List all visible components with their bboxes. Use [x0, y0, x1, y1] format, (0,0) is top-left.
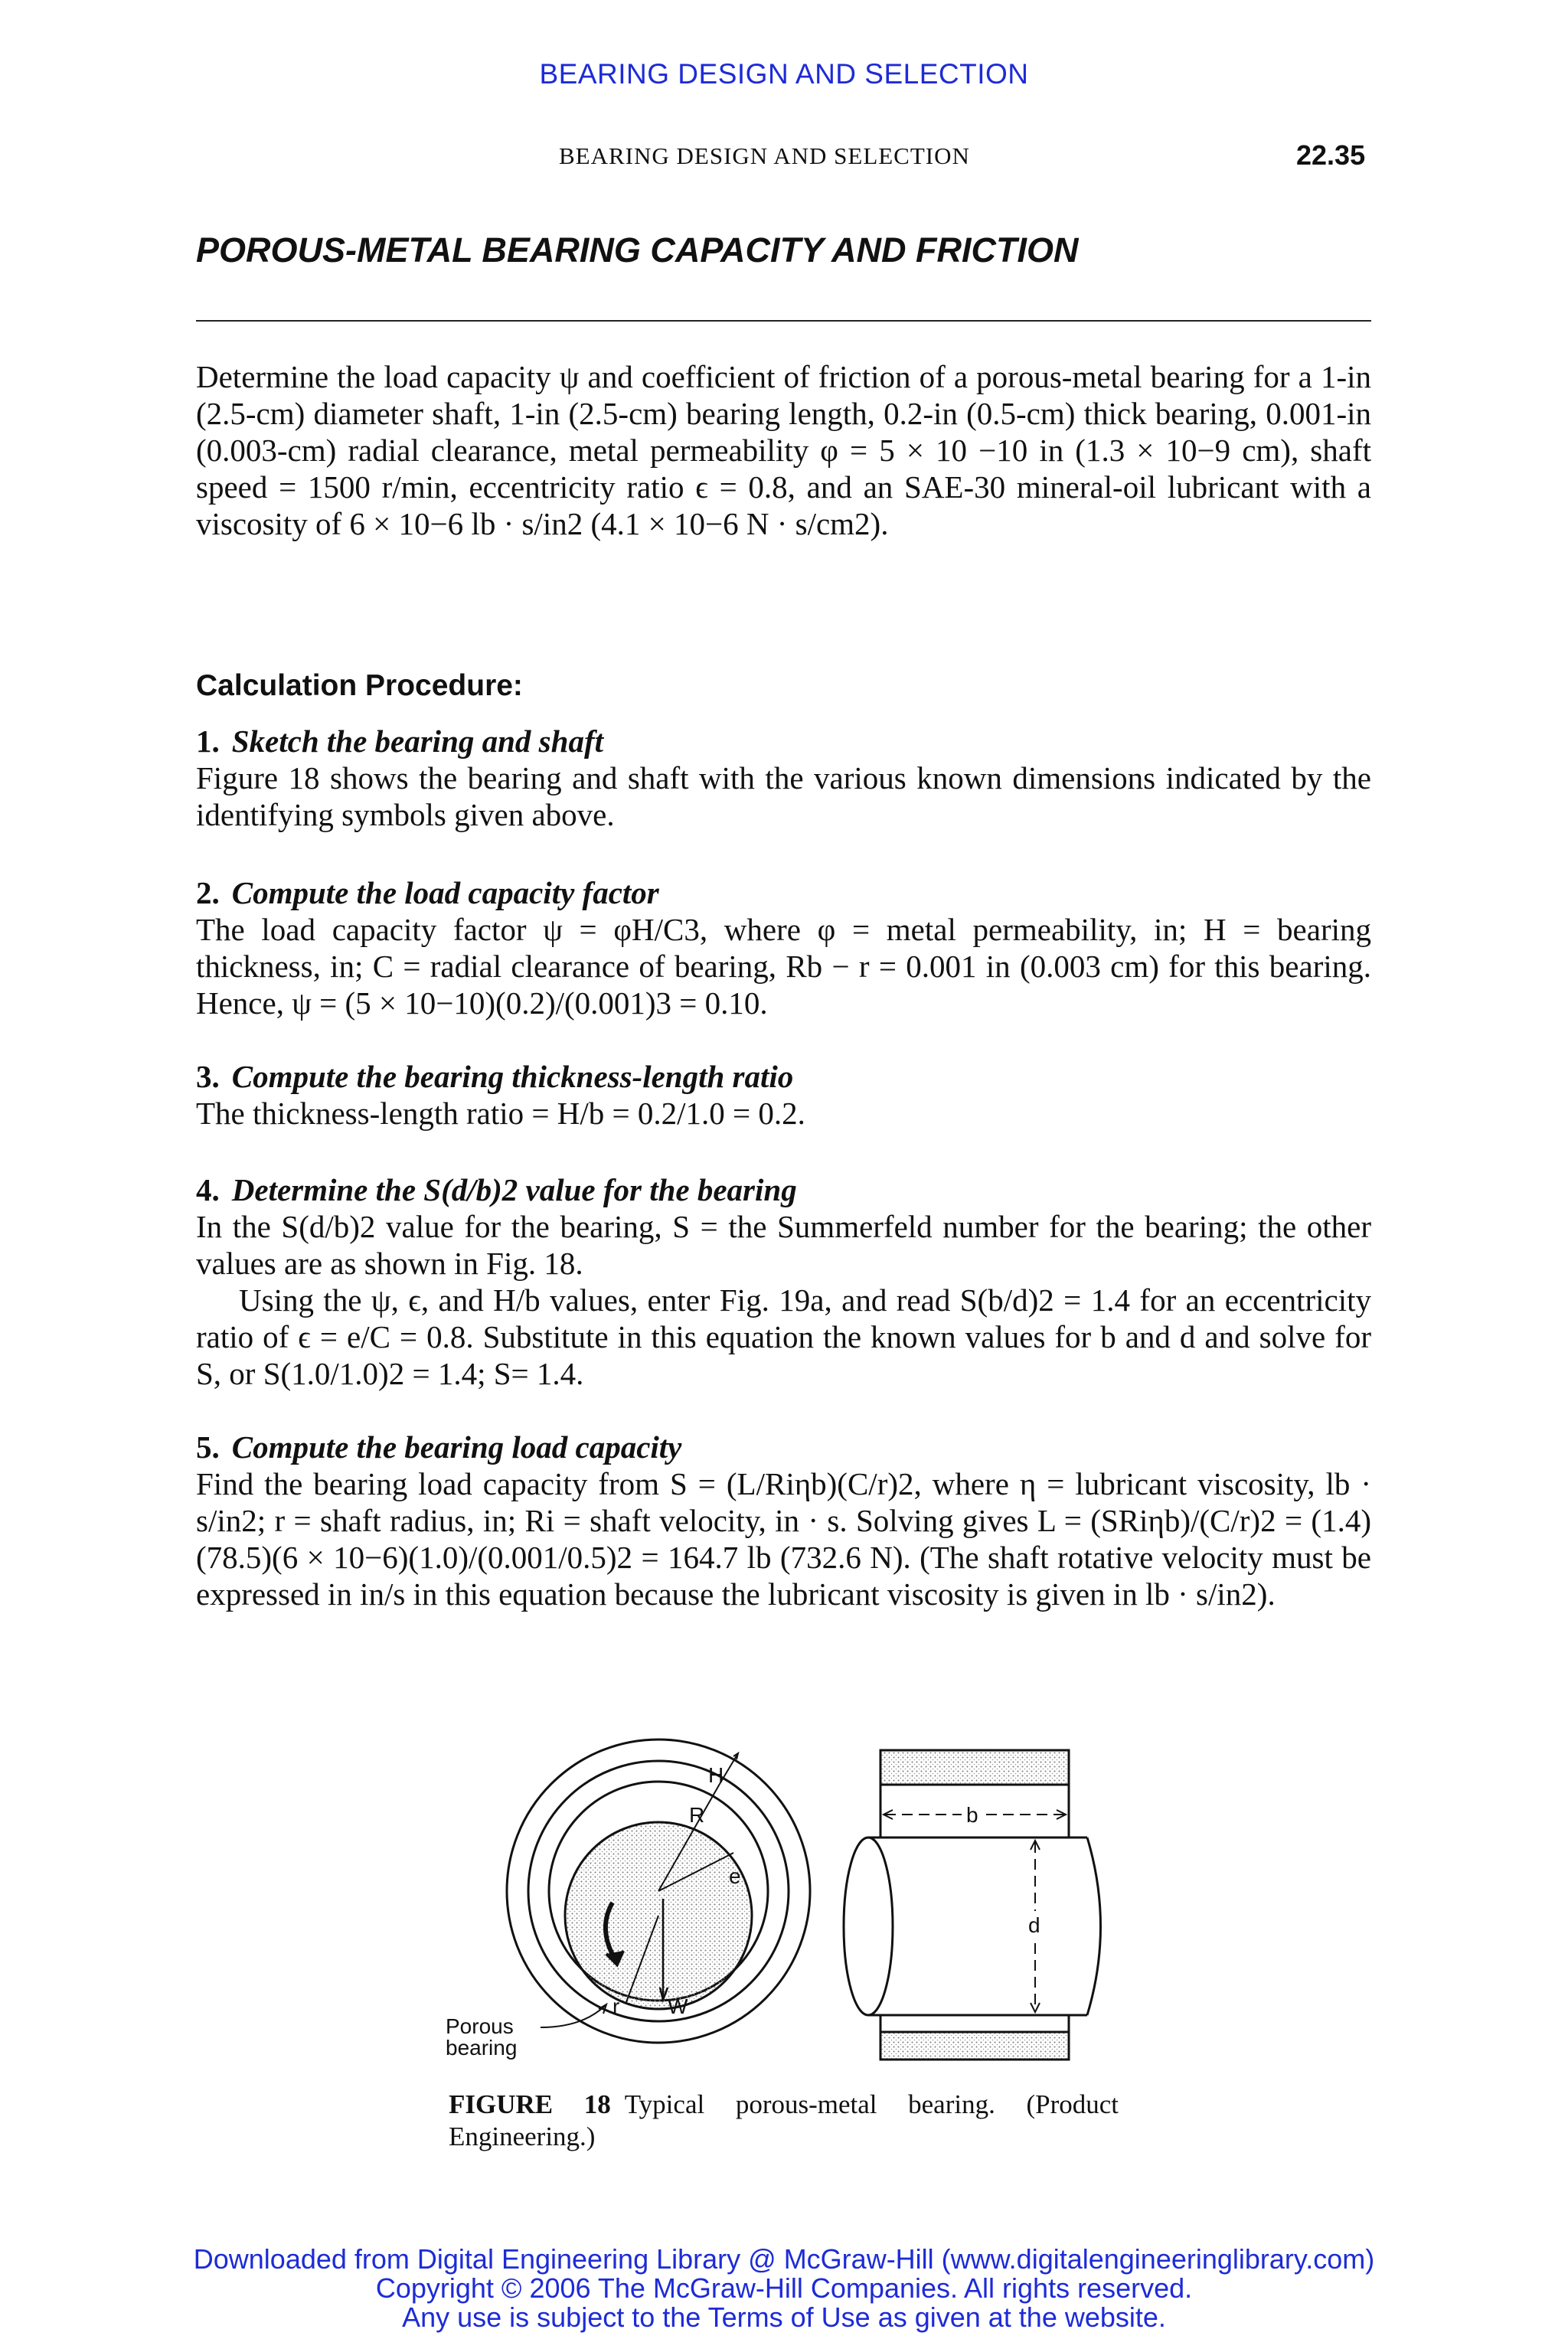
label-W: W	[668, 1994, 688, 2018]
title-rule	[196, 320, 1371, 322]
bearing-figure	[429, 1738, 1133, 2082]
caption-label: FIGURE 18	[449, 2089, 611, 2119]
bottom-bearing-section	[880, 2032, 1069, 2060]
label-d: d	[1028, 1913, 1040, 1937]
step-5	[196, 1429, 1371, 1612]
step-body: Figure 18 shows the bearing and shaft with the various known dimensions indicated by the identifying symbols given above.	[196, 760, 1371, 832]
document-banner[interactable]: BEARING DESIGN AND SELECTION	[539, 58, 1029, 90]
caption-text: Typical porous-metal bearing. (Product Engineering.)	[449, 2089, 1119, 2151]
step-heading	[196, 1058, 1371, 1095]
label-e: e	[729, 1864, 741, 1888]
step-title: Compute the load capacity factor	[231, 875, 659, 910]
step-heading	[196, 1171, 1371, 1208]
step-number: 4.	[196, 1172, 220, 1207]
label-bearing: bearing	[446, 2036, 518, 2060]
step-title: Compute the bearing thickness-length ratio	[231, 1059, 794, 1094]
label-r: r	[612, 1994, 620, 2018]
step-3	[196, 1058, 1371, 1132]
step-1	[196, 723, 1371, 833]
calculation-heading: Calculation Procedure:	[196, 669, 523, 702]
running-head: BEARING DESIGN AND SELECTION	[559, 142, 970, 169]
side-view-diagram	[844, 1750, 1101, 2060]
top-bearing-section	[880, 1750, 1069, 1785]
step-heading	[196, 1429, 1371, 1465]
problem-statement: Determine the load capacity ψ and coefficient of friction of a porous-metal bearing for a 1-in (2.5-cm) diameter shaft, 1-in (2.5-cm) bearing length, 0.2-in (0.5-cm) thick bearing, 0.001-in (0.003-cm) radial clearance, metal permeability φ = 5 × 10 −10 in (1.3 × 10−9 cm), shaft speed = 1500 r/min, eccentricity ratio ϵ = 0.8, and an SAE-30 mineral-oil lubricant with a viscosity of 6 × 10−6 lb · s/in2 (4.1 × 10−6 N · s/cm2).	[196, 359, 1371, 541]
step-number: 2.	[196, 875, 220, 910]
footer-copyright: Copyright © 2006 The McGraw-Hill Companies. All rights reserved.	[375, 2272, 1193, 2304]
label-R: R	[689, 1803, 705, 1827]
label-porous: Porous	[446, 2014, 514, 2038]
shaft-left-end	[844, 1838, 893, 2015]
step-number: 3.	[196, 1059, 220, 1094]
step-4	[196, 1171, 1371, 1392]
step-body: Find the bearing load capacity from S = (L/Riηb)(C/r)2, where η = lubricant viscosity, lb · s/in2; r = shaft radius, in; Ri = shaft velocity, in · s. Solving gives L = (SRiηb)/(C/r)2 = (1.4)(78.5)(6 × 10−6)(1.0)/(0.001/0.5)2 = 164.7 lb (732.6 N). (The shaft rotative velocity must be expressed in in/s in this equation because the lubricant viscosity is given in lb · s/in2).	[196, 1466, 1371, 1612]
step-heading	[196, 874, 1371, 911]
step-body-continued: Using the ψ, ϵ, and H/b values, enter Fig. 19a, and read S(b/d)2 = 1.4 for an eccentricity ratio of ϵ = e/C = 0.8. Substitute in this equation the known values for b and d and solve for S, or S(1.0/1.0)2 = 1.4; S= 1.4.	[196, 1282, 1371, 1391]
shaft-right-end	[1087, 1838, 1101, 2015]
end-view-diagram	[507, 1740, 810, 2043]
figure-caption	[449, 2089, 1119, 2153]
step-2	[196, 874, 1371, 1021]
step-body: The thickness-length ratio = H/b = 0.2/1.0 = 0.2.	[196, 1096, 805, 1131]
step-title: Compute the bearing load capacity	[231, 1429, 682, 1465]
step-number: 5.	[196, 1429, 220, 1465]
footer-terms[interactable]: Any use is subject to the Terms of Use as given at the website.	[402, 2301, 1166, 2333]
footer-download-link[interactable]: Downloaded from Digital Engineering Library @ McGraw-Hill (www.digitalengineeringlibrary.com)	[193, 2243, 1375, 2275]
step-body: The load capacity factor ψ = φH/C3, where φ = metal permeability, in; H = bearing thickness, in; C = radial clearance of bearing, Rb − r = 0.001 in (0.003 cm) for this bearing. Hence, ψ = (5 × 10−10)(0.2)/(0.001)3 = 0.10.	[196, 912, 1371, 1021]
label-H: H	[708, 1763, 724, 1787]
section-title: POROUS-METAL BEARING CAPACITY AND FRICTION	[196, 230, 1079, 270]
page-number: 22.35	[1296, 139, 1366, 171]
step-heading	[196, 723, 1371, 760]
step-title: Sketch the bearing and shaft	[231, 724, 603, 759]
step-body: In the S(d/b)2 value for the bearing, S = the Summerfeld number for the bearing; the other values are as shown in Fig. 18.	[196, 1209, 1371, 1281]
label-b: b	[966, 1803, 978, 1827]
footer	[0, 2245, 1568, 2332]
step-number: 1.	[196, 724, 220, 759]
step-title: Determine the S(d/b)2 value for the bearing	[231, 1172, 797, 1207]
